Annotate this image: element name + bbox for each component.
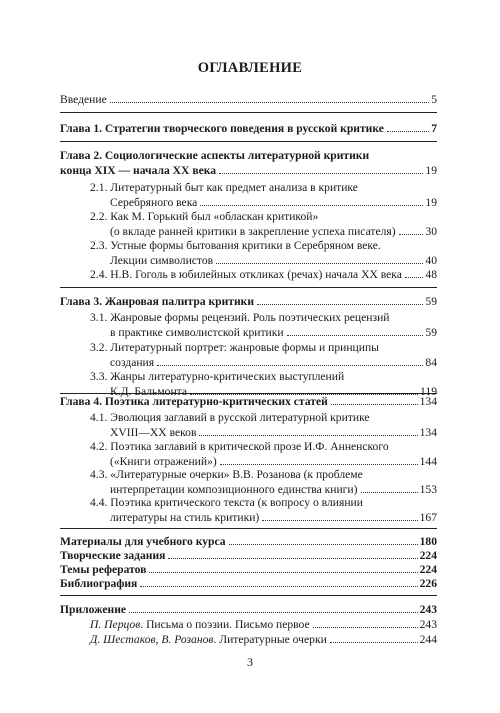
entry-text: . Литературные очерки [213,633,327,646]
toc-entry-topics [60,562,437,577]
toc-entry-intro [60,92,437,107]
section-title-line: в практике символистской критики [110,326,284,339]
leader-dots [149,572,417,573]
page-ref: 144 [419,455,437,468]
leader-dots [330,642,418,643]
author-name: Д. Шестаков, В. Розанов [90,633,214,646]
page-ref: 84 [425,356,437,369]
section-title-line: 2.4. Н.В. Гоголь в юбилейных откликах (речах) начала XX века [90,268,402,281]
entry-text: Материалы для учебного курса [60,535,226,548]
page-ref: 59 [425,326,437,339]
chapter-title: Глава 1. Стратегии творческого поведения в русской критике [60,122,384,135]
toc-section-3-2 [90,340,437,370]
section-title-line: 2.2. Как М. Горький был «обласкан критикой» [90,210,319,223]
toc-section-4-4 [90,495,437,525]
chapter-title-line: Глава 2. Социологические аспекты литературной критики [60,149,370,162]
entry-text: Темы рефератов [60,563,147,576]
page-ref: 134 [419,426,437,439]
section-title-line: 3.3. Жанры литературно-критических выступлений [90,370,345,383]
leader-dots [199,435,417,436]
leader-dots [331,404,418,405]
chapter-title: Глава 3. Жанровая палитра критики [60,295,255,308]
page-ref: 224 [419,563,437,576]
toc-section-4-3 [90,467,437,497]
section-title-line: 2.3. Устные формы бытования критики в Серебряном веке. [90,239,381,252]
section-title-line: 4.2. Поэтика заглавий в критической прозе И.Ф. Анненского [90,440,389,453]
leader-dots [387,131,429,132]
page-ref: 7 [431,122,437,135]
toc-section-2-3 [90,238,437,268]
section-title-line: К.Д. Бальмонта [110,385,188,398]
leader-dots [216,263,423,264]
entry-text: Библиография [60,577,138,590]
section-title-line: Серебряного века [110,196,198,209]
divider [60,141,437,142]
toc-entry-appendix [60,602,437,617]
toc-section-2-1 [90,180,437,210]
page-ref: 243 [419,603,437,616]
toc-entry-bibliography [60,576,437,591]
page-ref: 226 [419,577,437,590]
toc-chapter-1 [60,121,437,136]
page-ref: 30 [425,225,437,238]
leader-dots [262,520,417,521]
toc-chapter-3 [60,294,437,309]
chapter-title-line: конца XIX — начала XX века [60,164,217,177]
toc-title: ОГЛАВЛЕНИЕ [197,60,303,76]
leader-dots [129,612,418,613]
page-ref: 5 [431,93,437,106]
page-ref: 180 [419,535,437,548]
toc-chapter-4 [60,394,437,409]
toc-entry-materials [60,534,437,549]
entry-text: Введение [60,93,107,106]
leader-dots [200,205,423,206]
section-title-line: («Книги отражений») [110,455,217,468]
page-ref: 59 [425,295,437,308]
page-ref: 167 [419,511,437,524]
leader-dots [313,627,418,628]
divider [60,528,437,529]
toc-entry-tasks [60,548,437,563]
divider [60,287,437,288]
section-title-line: 2.1. Литературный быт как предмет анализа в критике [90,181,358,194]
toc-section-2-4 [90,267,437,282]
leader-dots [219,173,423,174]
page-ref: 224 [419,549,437,562]
page-number: 3 [247,655,253,669]
section-title-line: 3.1. Жанровые формы рецензий. Роль поэтических рецензий [90,311,390,324]
leader-dots [140,586,417,587]
chapter-title: Глава 4. Поэтика литературно-критических статей [60,395,328,408]
page-ref: 153 [419,483,437,496]
leader-dots [110,102,429,103]
section-title-line: 3.2. Литературный портрет: жанровые формы и принципы [90,341,379,354]
entry-text: Приложение [60,603,127,616]
author-name: П. Перцов [90,618,141,631]
page-ref: 48 [425,268,437,281]
leader-dots [220,464,418,465]
section-title-line: создания [110,356,155,369]
section-title-line: интерпретации композиционного единства книги) [110,483,358,496]
section-title-line: литературы на стиль критики) [110,511,260,524]
leader-dots [229,544,418,545]
leader-dots [405,277,424,278]
leader-dots [399,234,424,235]
section-title-line: (о вкладе ранней критики в закрепление успеха писателя) [110,225,396,238]
divider [60,112,437,113]
section-title-line: 4.3. «Литературные очерки» В.В. Розанова (к проблеме [90,468,363,481]
divider [60,595,437,596]
toc-section-3-1 [90,310,437,340]
leader-dots [168,558,417,559]
leader-dots [287,335,424,336]
toc-section-4-1 [90,410,437,440]
page-ref: 19 [425,196,437,209]
page-ref: 40 [425,254,437,267]
section-title-line: 4.1. Эволюция заглавий в русской литературной критике [90,411,370,424]
leader-dots [257,304,423,305]
page-ref: 244 [419,633,437,646]
section-title-line: 4.4. Поэтика критического текста (к вопросу о влиянии [90,496,363,509]
section-title-line: Лекции символистов [110,254,214,267]
leader-dots [361,492,418,493]
page-ref: 243 [419,618,437,631]
section-title-line: XVIII—XX веков [110,426,197,439]
leader-dots [157,365,423,366]
entry-text: . Письма о поэзии. Письмо первое [140,618,310,631]
page-ref: 134 [419,395,437,408]
toc-appendix-2 [90,632,437,647]
toc-section-2-2 [90,209,437,239]
page-ref: 19 [425,164,437,177]
entry-text: Творческие задания [60,549,166,562]
page-ref: 119 [420,385,437,398]
toc-chapter-2 [60,148,437,178]
toc-section-4-2 [90,439,437,469]
toc-appendix-1 [90,617,437,632]
